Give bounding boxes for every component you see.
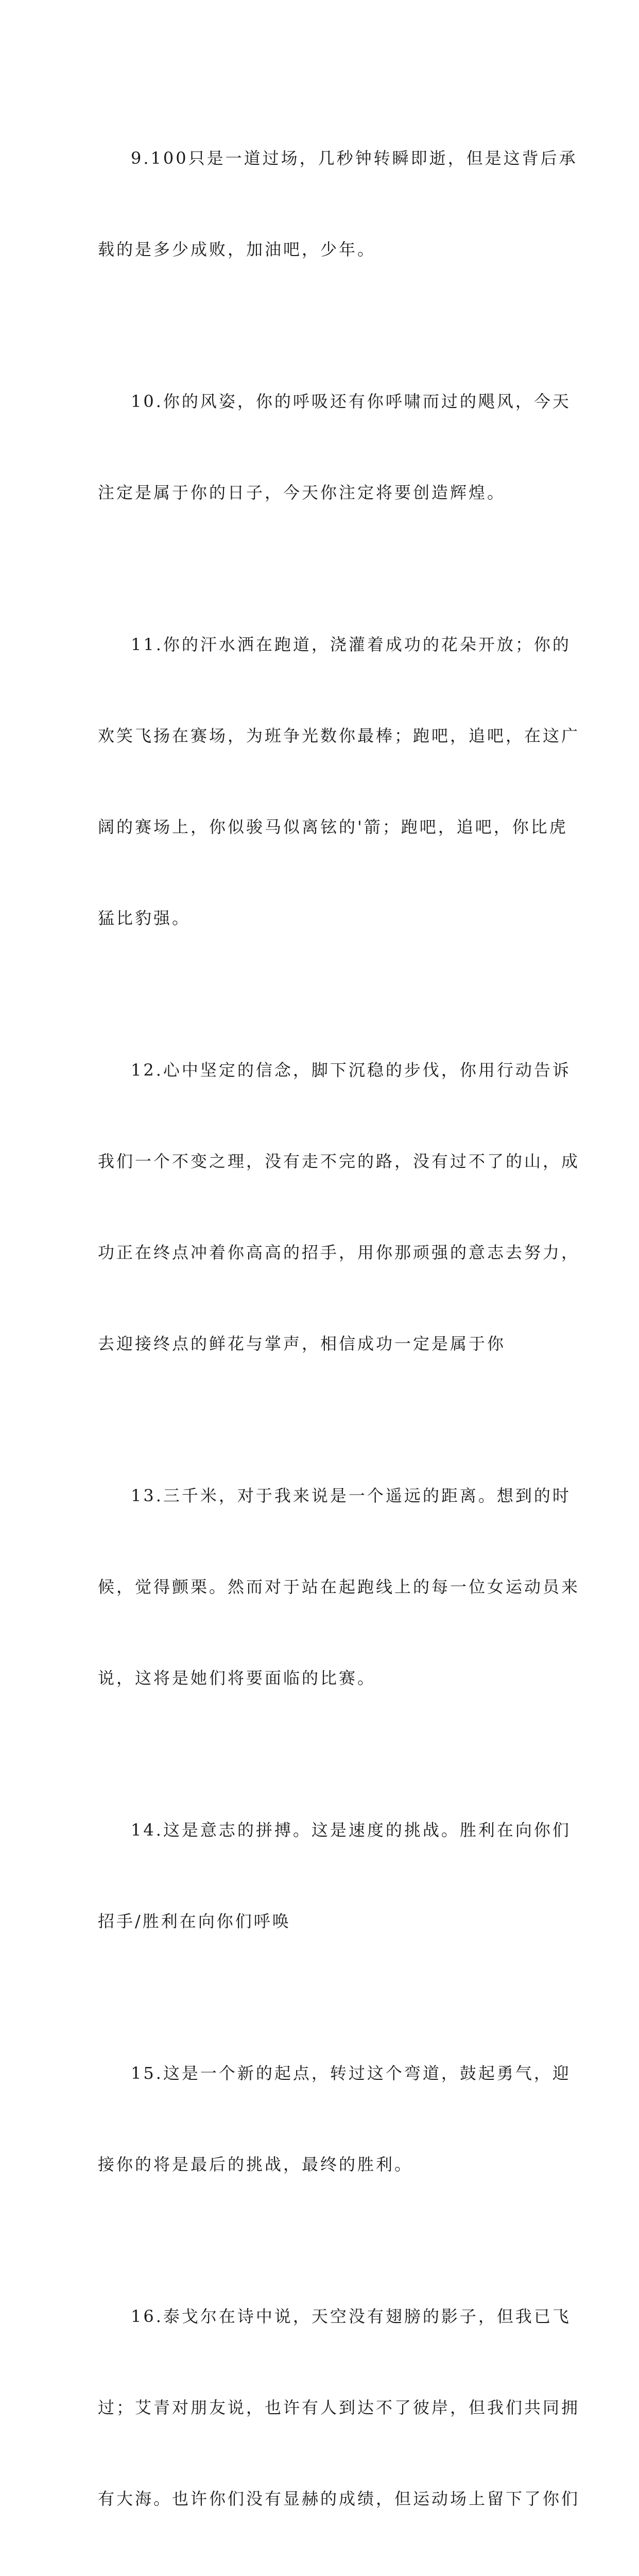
paragraph-line: 载的是多少成败，加油吧，少年。 — [98, 240, 376, 259]
paragraph-line: 猛比豹强。 — [98, 908, 191, 928]
paragraph-line: 9.100只是一道过场，几秒钟转瞬即逝，但是这背后承 — [131, 148, 578, 168]
paragraph-line: 注定是属于你的日子，今天你注定将要创造辉煌。 — [98, 483, 506, 502]
paragraph-line: 去迎接终点的鲜花与掌声，相信成功一定是属于你 — [98, 1334, 506, 1353]
paragraph-line: 说，这将是她们将要面临的比赛。 — [98, 1668, 376, 1688]
paragraph-15 — [98, 1997, 571, 2241]
paragraph-line: 13.三千米，对于我来说是一个遥远的距离。想到的时 — [131, 1486, 571, 1505]
paragraph-line: 接你的将是最后的挑战，最终的胜利。 — [98, 2155, 413, 2174]
paragraph-line: 欢笑飞扬在赛场，为班争光数你最棒；跑吧，追吧，在这广 — [98, 726, 580, 745]
paragraph-line: 候，觉得颤栗。然而对于站在起跑线上的每一位女运动员来 — [98, 1577, 580, 1597]
paragraph-line: 16.泰戈尔在诗中说，天空没有翅膀的影子，但我已飞 — [131, 2307, 571, 2326]
paragraph-line: 11.你的汗水洒在跑道，浇灌着成功的花朵开放；你的 — [131, 635, 571, 654]
paragraph-line: 功正在终点冲着你高高的招手，用你那顽强的意志去努力， — [98, 1243, 580, 1262]
paragraph-line: 12.心中坚定的信念，脚下沉稳的步伐，你用行动告诉 — [131, 1060, 571, 1080]
paragraph-14 — [98, 1754, 571, 1997]
paragraph-line: 阔的赛场上，你似骏马似离铉的'箭；跑吧，追吧，你比虎 — [98, 817, 568, 837]
paragraph-11 — [98, 569, 580, 994]
paragraph-line: 我们一个不变之理，没有走不完的路，没有过不了的山，成 — [98, 1151, 580, 1171]
paragraph-13 — [98, 1420, 580, 1754]
paragraph-12 — [98, 994, 580, 1420]
document-body — [98, 82, 580, 2576]
paragraph-16 — [98, 2241, 580, 2576]
paragraph-9 — [98, 82, 578, 326]
paragraph-line: 14.这是意志的拼搏。这是速度的挑战。胜利在向你们 — [131, 1820, 571, 1840]
paragraph-line: 15.这是一个新的起点，转过这个弯道，鼓起勇气，迎 — [131, 2063, 571, 2083]
paragraph-line: 有大海。也许你们没有显赫的成绩，但运动场上留下了你们 — [98, 2489, 580, 2509]
paragraph-line: 招手/胜利在向你们呼唤 — [98, 1911, 291, 1931]
paragraph-line: 过；艾青对朋友说，也许有人到达不了彼岸，但我们共同拥 — [98, 2398, 580, 2417]
paragraph-10 — [98, 326, 571, 569]
paragraph-line: 10.你的风姿，你的呼吸还有你呼啸而过的飓风，今天 — [131, 392, 571, 411]
